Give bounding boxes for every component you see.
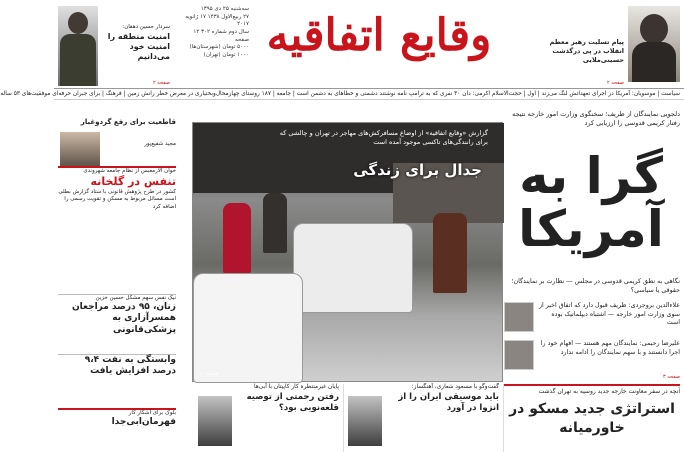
right-main-headline[interactable]: گرا به آمریکا [518,147,664,258]
right-item[interactable] [504,278,680,295]
price-line-1: ۵۰۰۰ تومان (شهرستان‌ها) [189,44,249,51]
left-column [58,118,178,452]
greenhouse-story[interactable] [58,166,176,286]
photo-page-ref: صفحه ۱۰ [199,371,219,377]
date-line-2: ۲۷ ربیع‌الاول ۱۴۳۸ ۱۷ ژانویه ۲۰۱۷ [185,13,249,28]
price-line-2: ۱۰۰۰ تومان (تهران) [203,52,249,59]
football-story[interactable] [194,384,344,452]
author-photo [60,132,100,166]
women-story[interactable] [58,294,176,350]
oil-story[interactable] [58,354,176,404]
photo-caption: گزارش «وقایع اتفاقیه» از اوضاع مسافرکش‌های مهاجر در تهران و چالشی که برای رانندگی‌های تاکسی موجود آمده است [279,129,488,146]
news-ticker[interactable]: سیاست | موسویان: آمریکا در اجرای تعهداتش لنگ می‌زند | اول | حجت‌الاسلام اکرمی: دان ۳۰ نفری که به ترامپ نامه نوشتند دشمنی و خطاهای به دشمن است | جامعه | ۱۸۷ روستای چهارمحال‌وبختیاری در معرض خطر رانش زمین | فرهنگ | برای جبران حرفه‌ای موفقیت‌های ۵۳ ساله [54,88,684,100]
russia-strategy-box[interactable] [504,384,680,450]
dust-author: مجید شفیع‌پور [144,140,176,147]
person-thumbnail [504,340,534,370]
right-item-text: علاءالدین بروجردی: ظریف قبول دارد که اتفاق اخیر از سوی وزارت امور خارجه — اشتباه دیپلماتیک بوده است [538,302,680,326]
right-kicker: دلجویی نمایندگان از ظریف؛ سخنگوی وزارت امور خارجه نتیجه رفتار کریمی قدوسی را ارزیابی کرد [512,110,680,127]
right-item[interactable] [504,340,680,357]
general-photo[interactable] [58,6,98,86]
football-kicker: پایان غیرمنتظره کار کاپیتان با آبی‌ها [253,384,339,390]
leader-headline[interactable]: پیام تسلیت رهبر معظم انقلاب در پی درگذشت حسینی‌ملایی [549,38,624,64]
russia-kicker: آنچه در سفر معاونت خارجه جدید روسیه به تهران گذشت [538,388,680,395]
general-page-ref: صفحه ۲ [153,80,170,86]
player-photo [198,396,232,446]
main-photo[interactable] [192,122,503,382]
dust-headline[interactable]: قاطعیت برای رفع گردوغبار [80,118,176,126]
musician-photo [348,396,382,446]
greenhouse-headline[interactable]: تنفس در گلخانه [90,175,176,189]
right-item-text: علیرضا رحیمی: نمایندگان مهم هستند — افهام خود را اجرا دانستند و با سهم نمایندگان را ادامه ندارد [540,340,680,356]
greenhouse-body: کشور در طرح پژوهش قانونی با ستاد گزارش بطلی است مسائل مربوط به مسکن و تقویت رسمی را اضافه کرد [58,188,176,210]
general-kicker: سردار حسین دهقان: [122,24,170,30]
champion-kicker: بلوک برای آشکار کار [128,410,176,416]
greenhouse-kicker: خوان‌ الارمعبس از نظام جامعه شهروندی [83,168,176,174]
date-line-3: سال دوم شماره ۳۰۲ ۱۲ صفحه [193,29,249,43]
leader-photo[interactable] [628,6,680,82]
oil-headline[interactable]: وابستگی به نفت ۹،۴ درصد افزایش یافت [84,355,176,377]
music-story[interactable] [344,384,504,452]
leader-page-ref: صفحه ۲ [607,80,624,86]
champion-headline[interactable]: فهرمان‌ابی‌جدا [111,417,176,428]
date-block [179,6,249,60]
masthead [54,0,684,88]
right-item[interactable] [504,302,680,328]
right-item-text: نگاهی به نطق کریمی قدوسی در مجلس — نظارت بر نمایندگان؛ حقوقی یا سیاسی؟ [511,278,680,294]
general-headline[interactable]: امنیت منطقه را امنیت خود می‌دانیم [107,32,170,61]
women-kicker: نیک نفس سهم مشکل حسین خزین [95,295,176,301]
music-headline[interactable]: باید موسیقی ایران را از انزوا در آورد [398,391,499,413]
music-kicker: گفت‌وگو با مسعود شعاری، آهنگساز: [411,384,499,390]
champion-story[interactable] [58,408,176,452]
russia-headline[interactable]: استراتژی جدید مسکو در خاورمیانه [509,401,675,436]
right-page-ref: صفحه ۳ [663,374,680,380]
women-headline[interactable]: زنان، ۹۵ درصد مراجعان همسرآزاری به پزشکی‌قانونی [71,302,176,335]
date-line-1: سه‌شنبه ۲۵ دی ۱۳۹۵ [200,6,249,12]
football-headline[interactable]: رفتن رحمتی از توصیه قلعه‌نویی بود؟ [246,391,339,413]
person-thumbnail [504,302,534,332]
photo-headline[interactable]: جدال برای زندگی [353,161,482,179]
dust-story[interactable] [58,118,176,158]
newspaper-logo[interactable]: وقایع اتفاقیه [266,10,492,61]
